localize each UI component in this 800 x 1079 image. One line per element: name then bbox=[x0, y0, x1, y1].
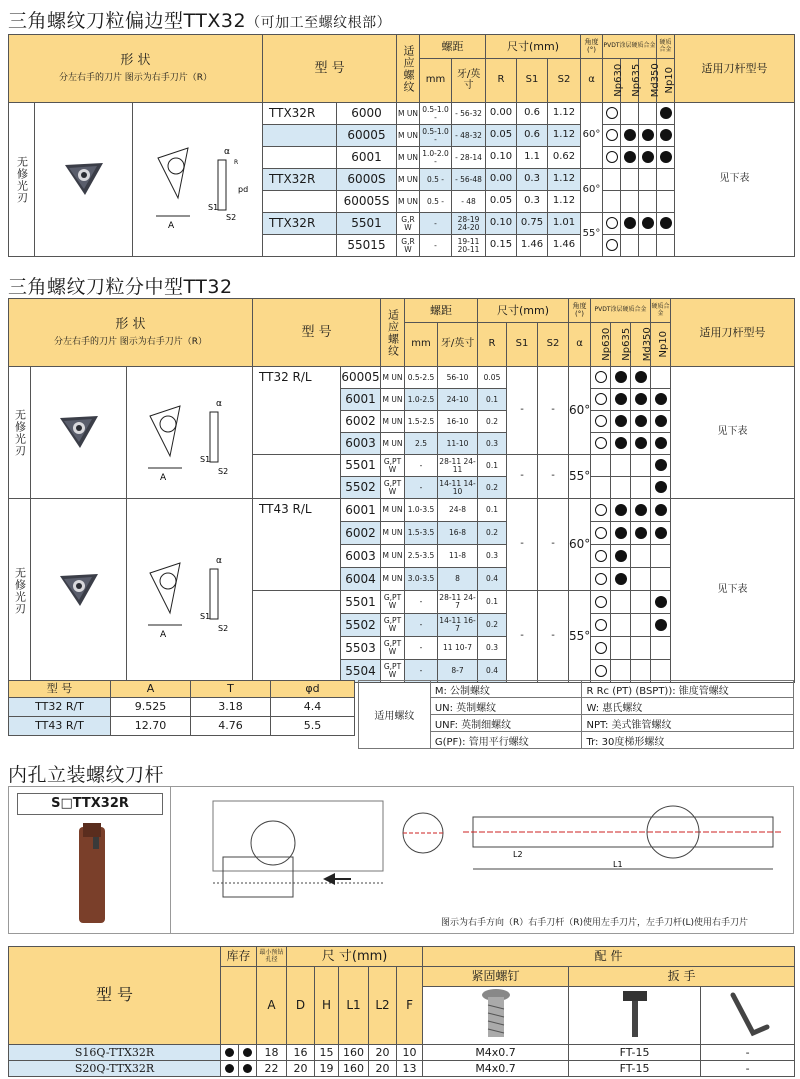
svg-text:S1: S1 bbox=[199, 611, 210, 621]
dim-l2: L2 bbox=[513, 850, 523, 859]
insert-dimension-drawing bbox=[130, 529, 250, 649]
svg-text:R: R bbox=[233, 158, 238, 166]
angle-cell: 60° bbox=[581, 103, 603, 169]
section2-title: 三角螺纹刀粒分中型TT32 bbox=[8, 276, 233, 298]
triangle-insert-icon bbox=[61, 159, 107, 197]
svg-text:A: A bbox=[167, 220, 174, 231]
svg-text:S1: S1 bbox=[207, 202, 218, 212]
svg-text:α: α bbox=[223, 146, 230, 157]
model-code: 6000 bbox=[337, 103, 397, 125]
grade-md350: Md350 bbox=[639, 59, 657, 103]
shape-note: 分左右手的刀片 图示为右手刀片（R） bbox=[58, 72, 213, 83]
screw-icon bbox=[476, 987, 516, 1041]
holder-table: 型 号 库存 最小预钻孔径 尺 寸(mm) 配 件 A D H L1 L2 F 紧固螺钉 扳 手 S16Q-TTX32R 18 16 15 160 20 10 M4x0.7 FT-15 - S20Q-TTX32R 22 20 19 160 20 13 M4x0.7 FT-15 - bbox=[8, 946, 795, 1077]
svg-text:pd: pd bbox=[237, 184, 248, 194]
thread-type-header: 适应螺纹 bbox=[397, 35, 420, 103]
shape-header: 形 状 bbox=[120, 52, 151, 68]
insert-drawing bbox=[133, 103, 263, 257]
ring-icon bbox=[606, 107, 618, 119]
svg-text:A: A bbox=[159, 472, 166, 483]
s2-header: S2 bbox=[548, 59, 581, 103]
shape-header-2: 形 状 bbox=[115, 316, 146, 332]
triangle-insert-icon bbox=[56, 412, 102, 450]
dim-table: 型 号 A T φd TT32 R/T 9.525 3.18 4.4 TT43 R/T 12.70 4.76 5.5 bbox=[8, 680, 355, 736]
model-prefix: TTX32R bbox=[263, 103, 337, 125]
dims-header: 尺寸(mm) bbox=[486, 35, 581, 59]
svg-text:S1: S1 bbox=[199, 454, 210, 464]
t-wrench-icon bbox=[615, 987, 655, 1041]
angle-header: 角度(°) bbox=[581, 35, 603, 59]
grade-np635: Np635 bbox=[621, 59, 639, 103]
pvd-header: PVDT涂层硬质合金 bbox=[603, 35, 657, 59]
tt32-label: TT32 R/L bbox=[253, 367, 341, 455]
tpi-header: 牙/英寸 bbox=[452, 59, 486, 103]
svg-text:S2: S2 bbox=[225, 212, 236, 222]
dim-l1: L1 bbox=[613, 860, 623, 869]
holder-drawing-box bbox=[8, 786, 794, 934]
section3-title: 内孔立装螺纹刀杆 bbox=[8, 764, 165, 786]
holder-technical-drawing bbox=[173, 787, 793, 933]
thread-legend: 适用螺纹 M: 公制螺纹 R Rc (PT) (BSPT)): 锥度管螺纹 UN: 英制螺纹 W: 惠氏螺纹 UNF: 英制细螺纹 NPT: 美式锥管螺纹 G(PF): 管用平行螺纹 Tr: 30度梯形螺纹 bbox=[358, 680, 794, 749]
alpha-header: α bbox=[581, 59, 603, 103]
holder-caption: 图示为右手方向（R）右手刀杆（R)使用左手刀片，左手刀杆(L)使用右手刀片 bbox=[441, 918, 749, 928]
triangle-insert-icon bbox=[56, 570, 102, 608]
carbide-header: 硬质合金 bbox=[657, 35, 675, 59]
holder-model-header: 型 号 bbox=[9, 947, 221, 1045]
grade-np10: Np10 bbox=[657, 59, 675, 103]
svg-text:α: α bbox=[215, 555, 222, 566]
insert-dimension-drawing bbox=[138, 118, 258, 238]
svg-text:S2: S2 bbox=[217, 466, 228, 476]
grade-np630: Np630 bbox=[603, 59, 621, 103]
svg-text:S2: S2 bbox=[217, 623, 228, 633]
tt32-table: 形 状 分左右手的刀片 图示为右手刀片（R） 型 号 适应螺纹 螺距 尺寸(mm) 角度(°) PVDT涂层硬质合金 硬质合金 适用刀杆型号 mm 牙/英寸 R S1 S2 α Np630 Np635 Md350 Np10 无修光刃 A α S1 S2 TT32 R/L 60005 M UN 0.5-2.5 56-10 0.05 - - 60° 见下表 6001 M UN 1.0-2.5 24-10 0.1 6002 M UN 1.5-2.5 16-10 0.2 6003 M UN 2.5 11-10 0.3 5501 G,PT W - 28-11 24-11 0.1 - - 55° 5502 G,PT W - 14-11 14-10 0.2 无修光刃 A α S1 S2 TT43 R/L 6001 M UN 1.0-3.5 24-8 0.1 - - 60° 见下表 6002 M UN 1.5-3.5 16-8 0.2 6003 M UN 2.5-3.5 11-8 0.3 6004 M UN 3.0-3.5 8 0.4 5501 G,PT W - 28-11 24-7 0.1 - - 55° 5502 G,PT W - 14-11 16-7 0.2 5503 G,PT W - 11 10-7 0.3 5504 G,PT W - 8-7 0.4 bbox=[8, 298, 795, 683]
s1-header: S1 bbox=[517, 59, 548, 103]
pitch-header: 螺距 bbox=[420, 35, 486, 59]
insert-image bbox=[35, 103, 133, 257]
boring-bar-icon bbox=[9, 787, 171, 933]
holder-header: 适用刀杆型号 bbox=[675, 35, 795, 103]
r-header: R bbox=[486, 59, 517, 103]
hex-key-icon bbox=[723, 987, 773, 1041]
insert-dimension-drawing bbox=[130, 376, 250, 486]
side-label: 无修光刃 bbox=[9, 103, 35, 257]
svg-text:A: A bbox=[159, 629, 166, 640]
ttx32-table: 形 状 分左右手的刀片 图示为右手刀片（R） 型 号 适应螺纹 螺距 尺寸(mm) 角度(°) PVDT涂层硬质合金 硬质合金 适用刀杆型号 mm 牙/英寸 R S1 S2 α Np630 Np635 Md350 Np10 无修光刃 A α R S1 S2 pd TTX32R 6000 M UN 0.5-1.0 - - 56-32 0.00 0.6 1.12 60° 见下表 60005 M UN 0.5-1.0 - - 48-32 0.05 0.6 1.12 6001 M UN 1.0-2.0 - - 28-14 0.10 1.1 0.62 TTX32R 6000S M UN 0.5 - - 56-48 0.00 0.3 1.12 60° 60005S M UN 0.5 - - 48 0.05 0.3 1.12 TTX32R 5501 G,R W - 28-19 24-20 0.10 0.75 1.01 55° 55015 G,R W - 19-11 20-11 0.15 1.46 1.46 bbox=[8, 34, 795, 257]
model-header: 型 号 bbox=[263, 35, 397, 103]
section1-title: 三角螺纹刀粒偏边型TTX32（可加工至螺纹根部） bbox=[8, 10, 392, 32]
holder-photo bbox=[9, 787, 171, 933]
holder-value: 见下表 bbox=[675, 103, 795, 257]
dot-icon bbox=[660, 107, 672, 119]
tt43-label: TT43 R/L bbox=[253, 499, 341, 591]
product-label: S□TTX32R bbox=[17, 793, 163, 815]
svg-text:α: α bbox=[215, 398, 222, 409]
mm-header: mm bbox=[420, 59, 452, 103]
